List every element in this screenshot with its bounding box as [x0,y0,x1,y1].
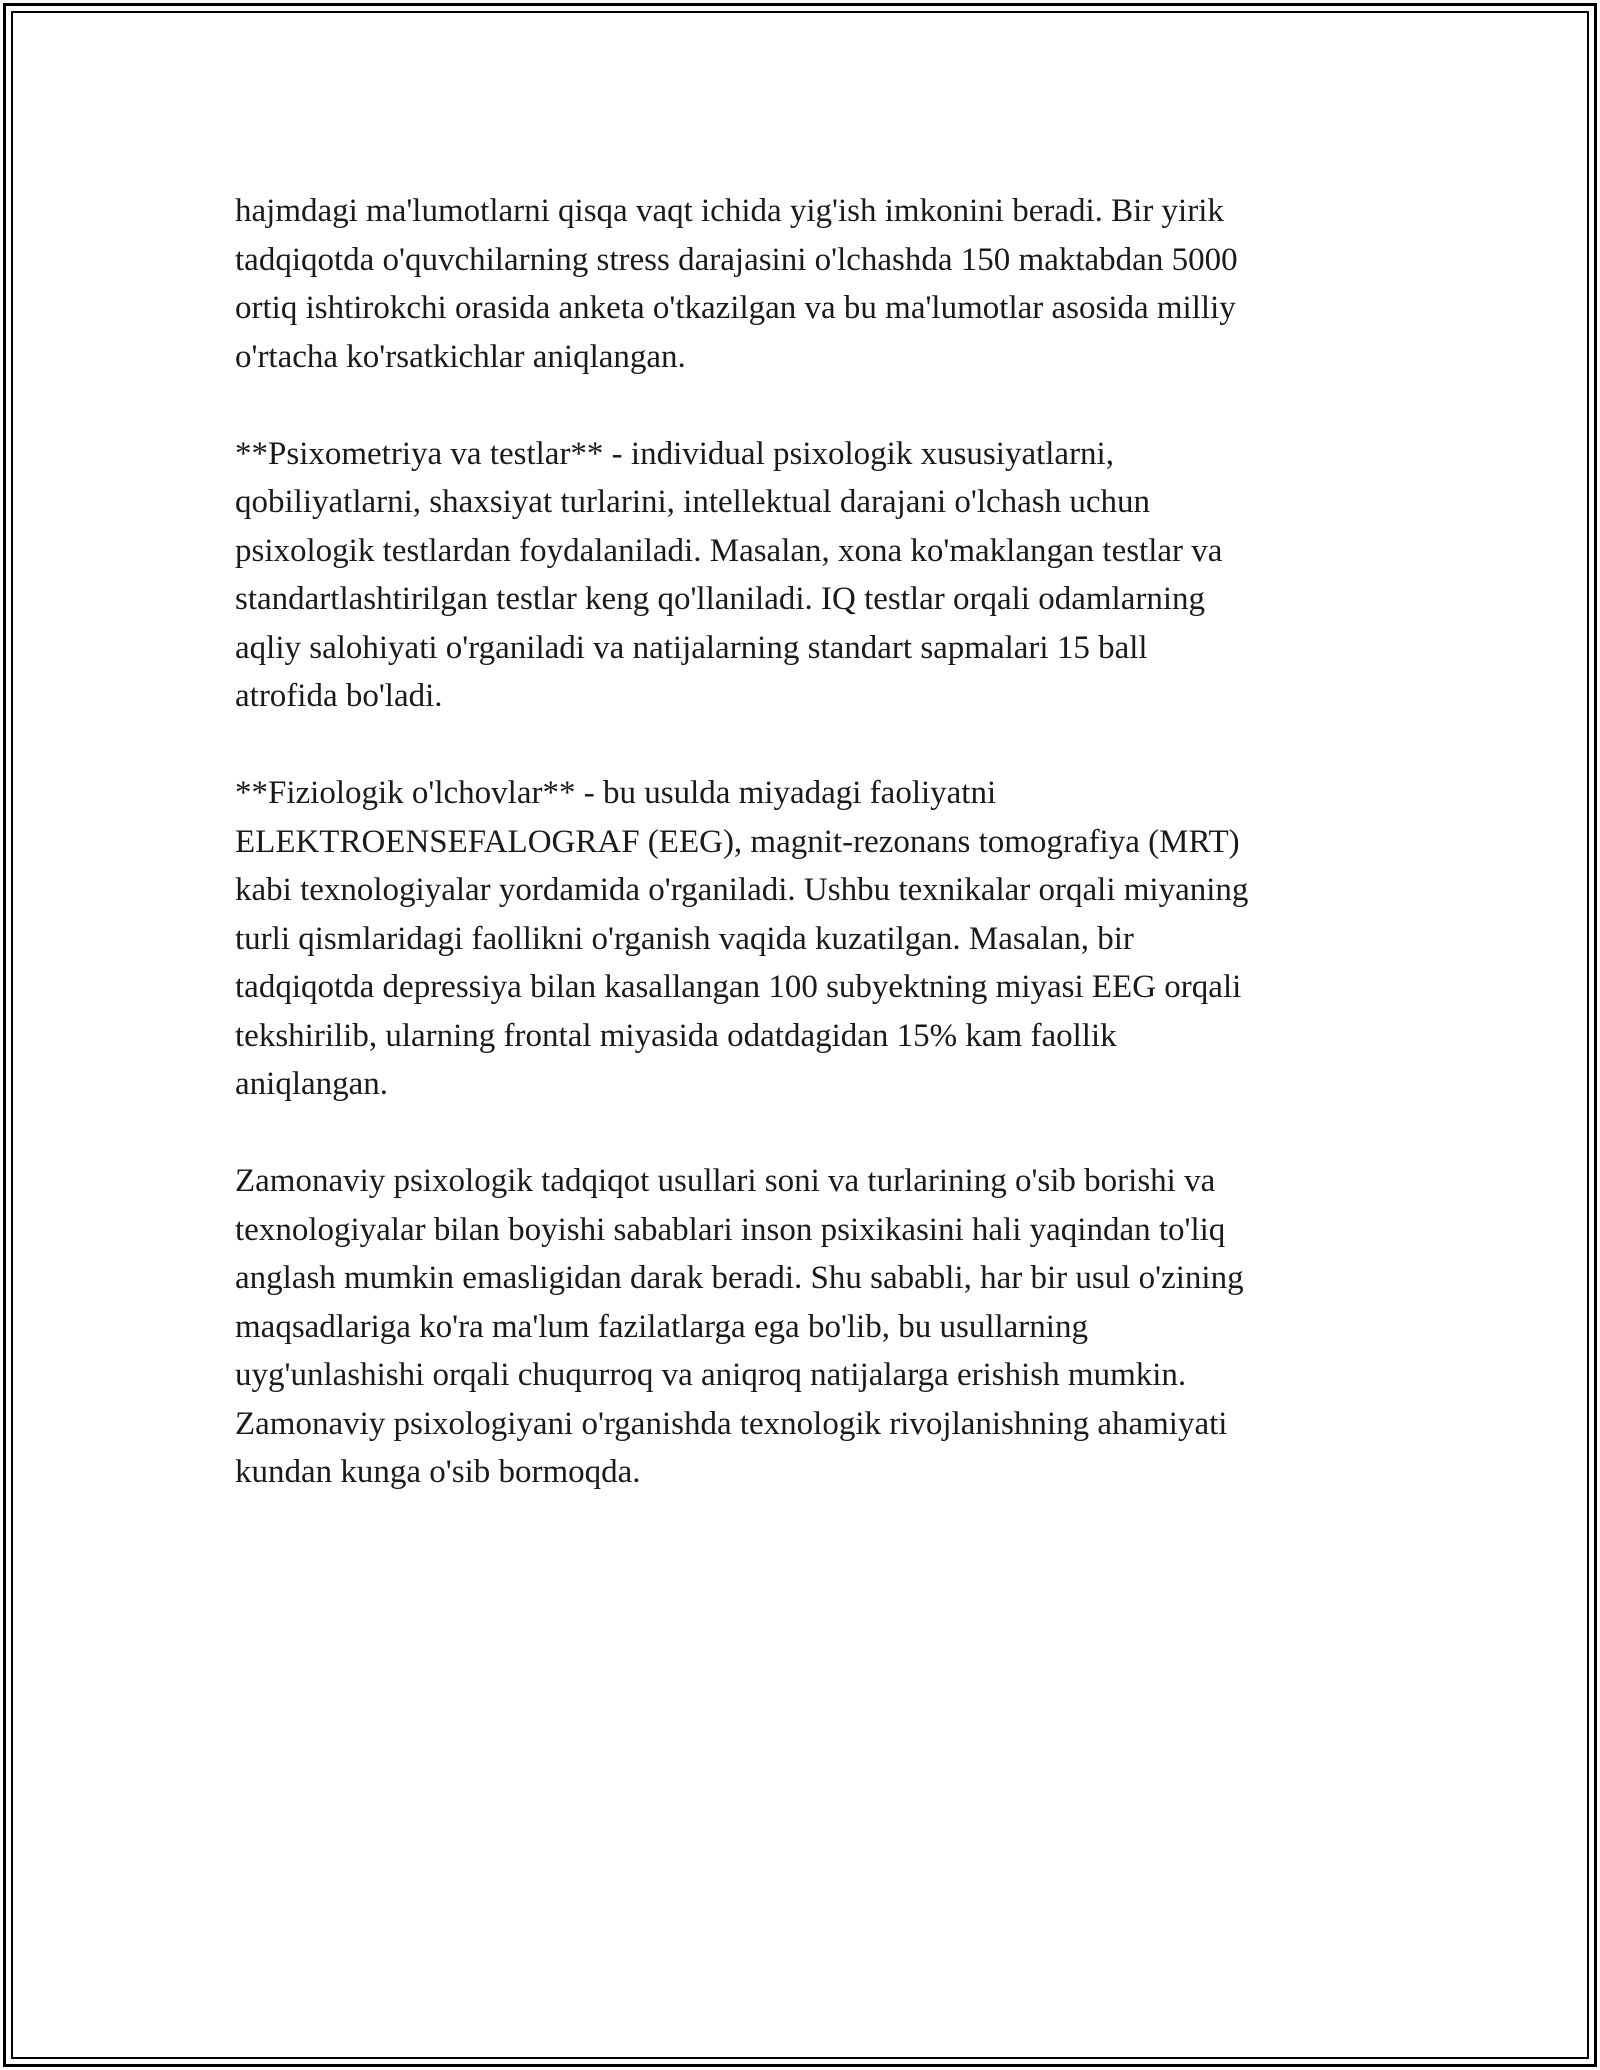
text-line: kabi texnologiyalar yordamida o'rganiladi. Ushbu texnikalar orqali miyaning [235,872,1249,908]
text-line: uyg'unlashishi orqali chuqurroq va aniqroq natijalarga erishish mumkin. [235,1357,1187,1393]
text-line: hajmdagi ma'lumotlarni qisqa vaqt ichida yig'ish imkonini beradi. Bir yirik [235,193,1224,229]
paragraph-psychometrics [235,430,1370,721]
text-line: standartlashtirilgan testlar keng qo'llaniladi. IQ testlar orqali odamlarning [235,581,1206,617]
text-line: tadqiqotda depressiya bilan kasallangan 100 subyektning miyasi EEG orqali [235,969,1242,1005]
text-line: anglash mumkin emasligidan darak beradi. Shu sababli, har bir usul o'zining [235,1260,1244,1296]
text-line: aniqlangan. [235,1066,389,1102]
text-line: tekshirilib, ularning frontal miyasida odatdagidan 15% kam faollik [235,1017,1117,1054]
paragraph-conclusion [235,1157,1370,1497]
text-line: Zamonaviy psixologiyani o'rganishda texnologik rivojlanishning ahamiyati [235,1405,1228,1442]
text-line: **Psixometriya va testlar** - individual psixologik xususiyatlarni, [235,435,1114,472]
document-body [235,187,1370,1545]
paragraph-survey-continuation [235,187,1370,381]
text-line: o'rtacha ko'rsatkichlar aniqlangan. [235,338,686,375]
text-line: atrofida bo'ladi. [235,678,443,714]
paragraph-physiological-measures [235,769,1370,1109]
text-line: tadqiqotda o'quvchilarning stress darajasini o'lchashda 150 maktabdan 5000 [235,241,1238,278]
text-line: texnologiyalar bilan boyishi sabablari inson psixikasini hali yaqindan to'liq [235,1211,1226,1248]
text-line: ortiq ishtirokchi orasida anketa o'tkazilgan va bu ma'lumotlar asosida milliy [235,290,1236,326]
text-line: kundan kunga o'sib bormoqda. [235,1454,641,1490]
text-line: maqsadlariga ko'ra ma'lum fazilatlarga ega bo'lib, bu usullarning [235,1308,1088,1345]
text-line: psixologik testlardan foydalaniladi. Masalan, xona ko'maklangan testlar va [235,532,1223,569]
text-line: qobiliyatlarni, shaxsiyat turlarini, intellektual darajani o'lchash uchun [235,484,1151,520]
text-line: aqliy salohiyati o'rganiladi va natijalarning standart sapmalari 15 ball [235,629,1148,666]
text-line: ELEKTROENSEFALOGRAF (EEG), magnit-rezonans tomografiya (MRT) [235,823,1240,860]
text-line: **Fiziologik o'lchovlar** - bu usulda miyadagi faoliyatni [235,775,997,811]
text-line: Zamonaviy psixologik tadqiqot usullari soni va turlarining o'sib borishi va [235,1163,1216,1199]
text-line: turli qismlaridagi faollikni o'rganish vaqida kuzatilgan. Masalan, bir [235,920,1134,957]
